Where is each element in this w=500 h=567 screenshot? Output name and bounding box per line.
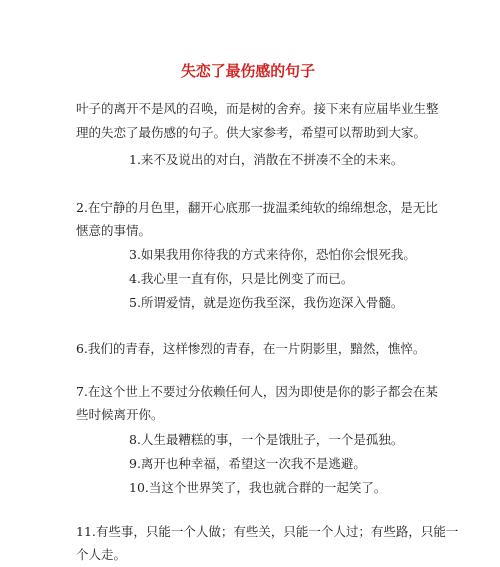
document-title: 失恋了最伤感的句子 <box>181 62 315 80</box>
sentence-6: 6.我们的青春，这样惨烈的青春，在一片阴影里，黯然，憔悴。 <box>76 341 426 356</box>
sentence-2-line-1: 2.在宁静的月色里，翻开心底那一拢温柔纯软的绵绵想念，是无比 <box>76 200 438 215</box>
sentence-4: 4.我心里一直有你，只是比例变了而已。 <box>129 271 354 286</box>
sentence-5: 5.所谓爱情，就是迩伤我至深，我伤迩深入骨髓。 <box>129 295 404 310</box>
intro-line-1: 叶子的离开不是风的召唤，而是树的舍弃。接下来有应届毕业生整 <box>76 101 439 116</box>
sentence-7-line-2: 些时候离开你。 <box>76 407 164 422</box>
sentence-11-line-2: 个人走。 <box>76 547 127 562</box>
sentence-10: 10.当这个世界笑了，我也就合群的一起笑了。 <box>129 480 387 495</box>
sentence-7-line-1: 7.在这个世上不要过分依赖任何人，因为即使是你的影子都会在某 <box>76 384 438 399</box>
sentence-1: 1.来不及说出的对白，消散在不拼凑不全的未来。 <box>129 152 404 167</box>
sentence-3: 3.如果我用你待我的方式来待你，恐怕你会恨死我。 <box>129 247 416 262</box>
sentence-9: 9.离开也种幸福，希望这一次我不是逃避。 <box>129 456 366 471</box>
intro-line-2: 理的失恋了最伤感的句子。供大家参考，希望可以帮助到大家。 <box>76 125 427 140</box>
sentence-11-line-1: 11.有些事，只能一个人做；有些关，只能一个人过；有些路，只能一 <box>76 524 459 539</box>
sentence-8: 8.人生最糟糕的事，一个是饿肚子，一个是孤独。 <box>129 432 404 447</box>
sentence-2-line-2: 惬意的事情。 <box>76 223 152 238</box>
